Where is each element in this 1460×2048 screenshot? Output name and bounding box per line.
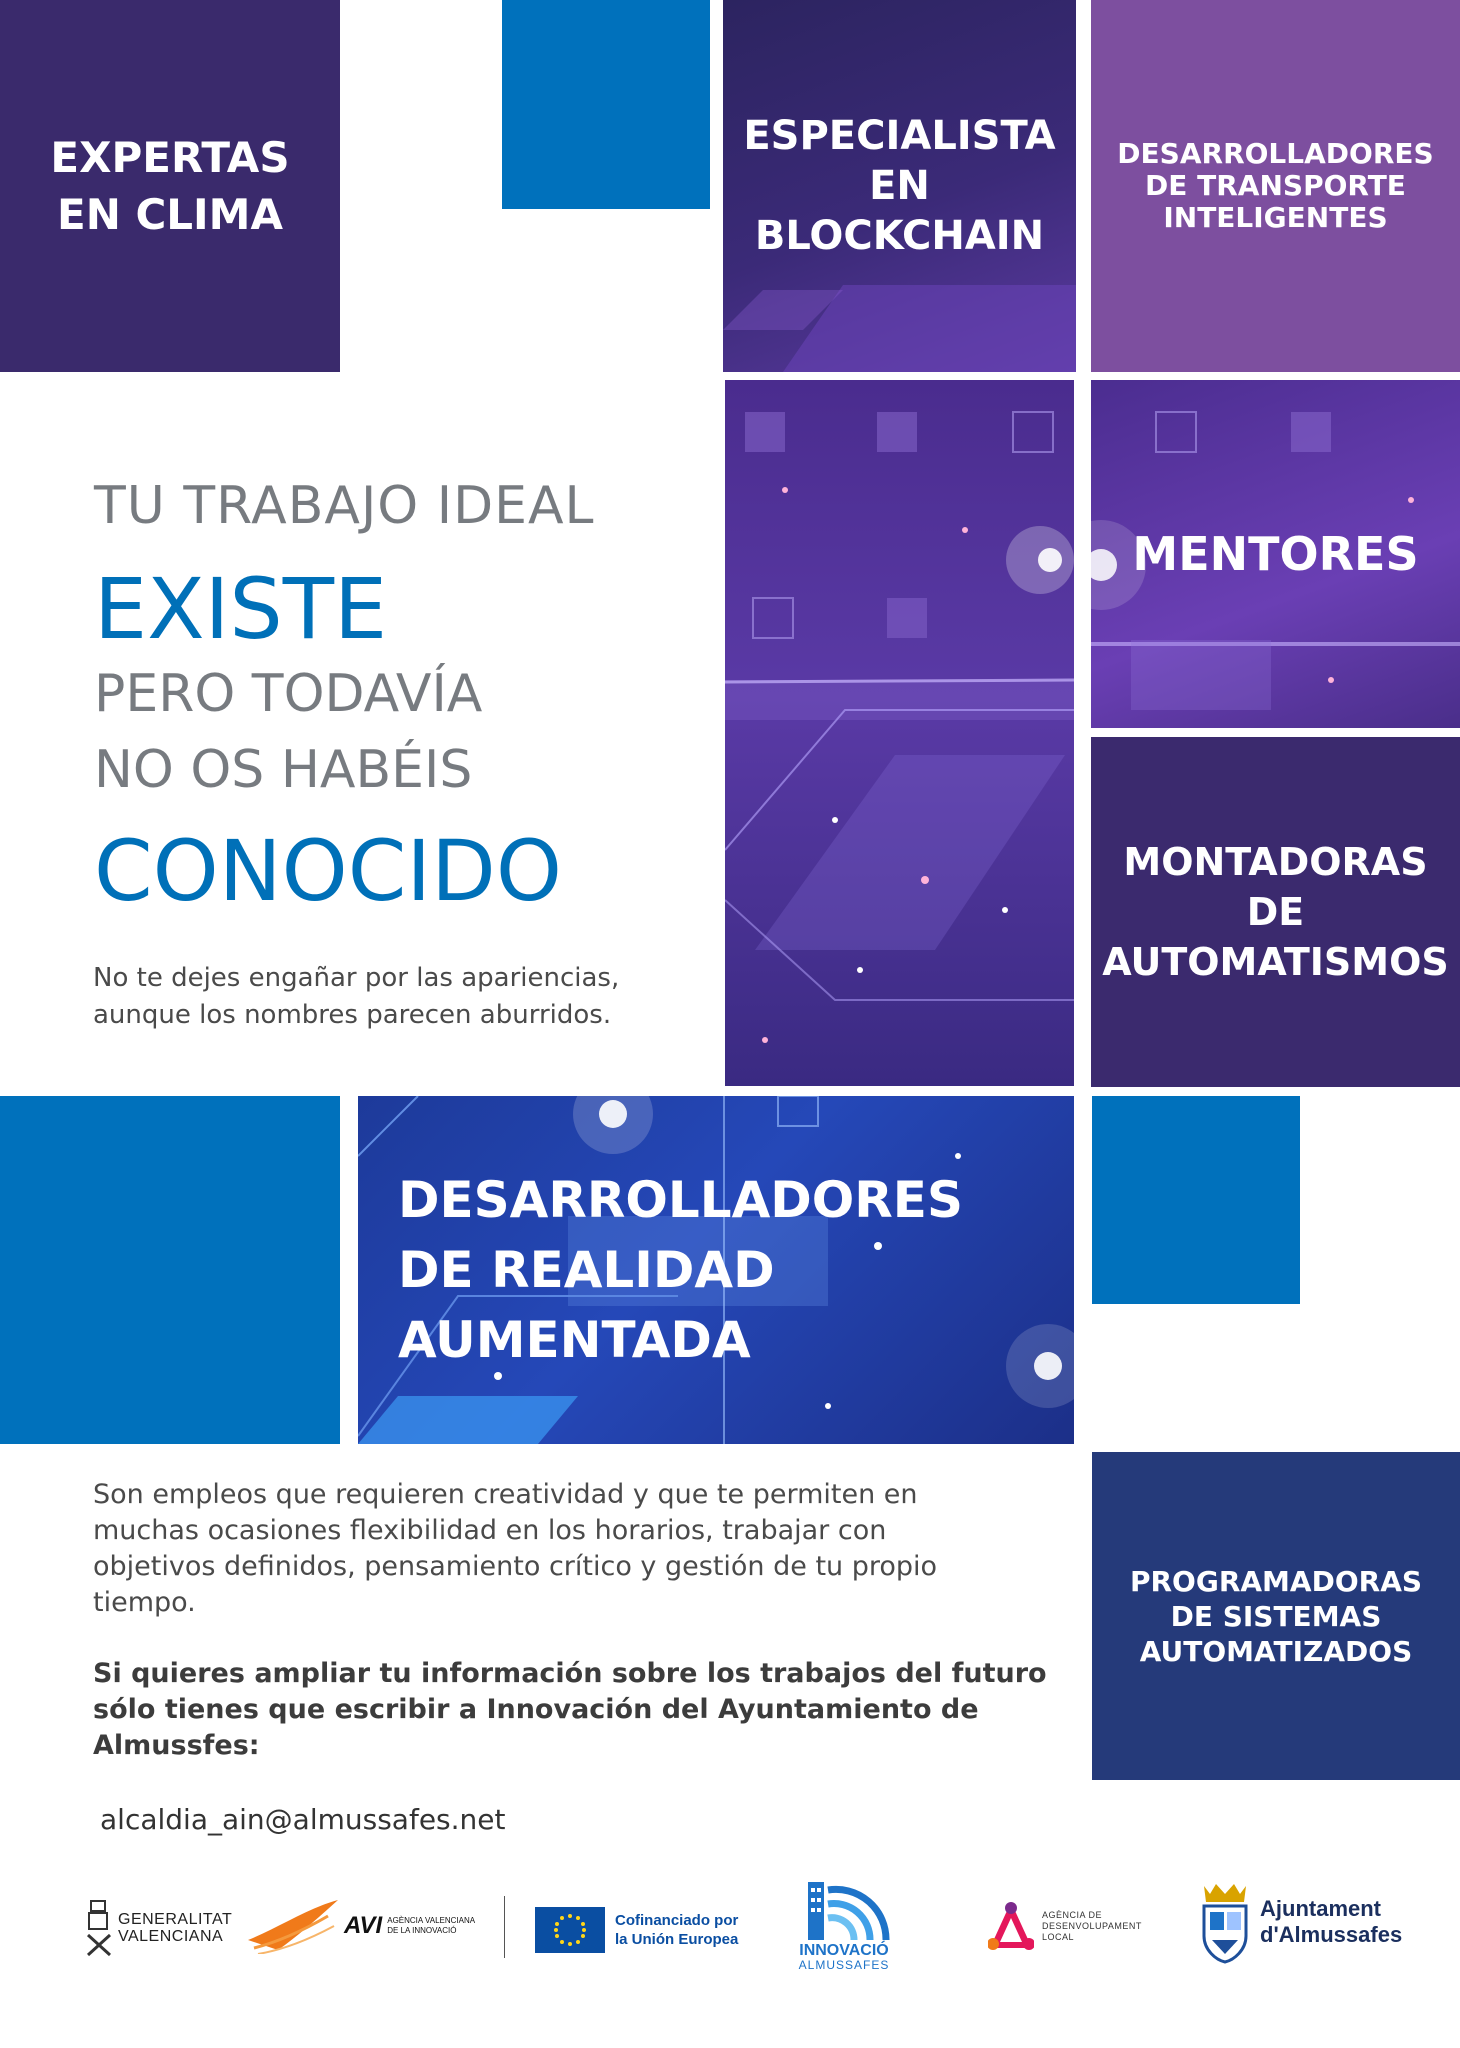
tile-mentores-label: MENTORES bbox=[1132, 527, 1419, 581]
tile-blockchain-label: ESPECIALISTA EN BLOCKCHAIN bbox=[743, 113, 1056, 259]
headline-line-3: PERO TODAVÍA bbox=[94, 664, 483, 724]
headline-conocido: CONOCIDO bbox=[94, 822, 562, 920]
logo-ajuntament bbox=[1200, 1880, 1402, 1964]
tech-circuit-graphic bbox=[725, 380, 1074, 1086]
tile-montadoras bbox=[1091, 737, 1460, 1087]
logo-divider bbox=[504, 1896, 505, 1958]
tech-panel-middle bbox=[725, 380, 1074, 1086]
tile-transporte-label: DESARROLLADORES DE TRANSPORTE INTELIGENTES bbox=[1117, 137, 1434, 234]
blue-square-top bbox=[502, 0, 710, 209]
blue-square-left bbox=[0, 1096, 340, 1444]
tile-programadoras bbox=[1092, 1452, 1460, 1780]
innovacio-label: INNOVACIÓ bbox=[799, 1942, 889, 1959]
avi-long-label: AGÈNCIA VALENCIANA DE LA INNOVACIÓ bbox=[387, 1916, 476, 1935]
eu-label: Cofinanciado por la Unión Europea bbox=[615, 1912, 739, 1948]
generalitat-emblem-icon bbox=[86, 1899, 112, 1957]
intro-text: No te dejes engañar por las apariencias, aunque los nombres parecen aburridos. bbox=[93, 963, 620, 1030]
email-link[interactable]: alcaldia_ain@almussafes.net bbox=[100, 1803, 506, 1836]
avi-short-label: AVI bbox=[344, 1912, 383, 1939]
blue-square-right bbox=[1092, 1096, 1300, 1304]
eu-flag-icon bbox=[535, 1907, 605, 1953]
tile-transporte bbox=[1091, 0, 1460, 372]
avi-swoosh-icon bbox=[248, 1898, 344, 1954]
logo-generalitat bbox=[86, 1898, 232, 1958]
tile-montadoras-label: MONTADORAS DE AUTOMATISMOS bbox=[1102, 840, 1449, 984]
tile-programadoras-label: PROGRAMADORAS DE SISTEMAS AUTOMATIZADOS bbox=[1129, 1564, 1423, 1668]
generalitat-label: GENERALITAT VALENCIANA bbox=[118, 1911, 233, 1945]
call-to-action-text: Si quieres ampliar tu información sobre los trabajos del futuro sólo tienes que escribir a Innovación del Ayuntamiento de Almussfes: bbox=[93, 1658, 1047, 1761]
description-text: Son empleos que requieren creatividad y que te permiten en muchas ocasiones flexibilidad en los horarios, trabajar con objetivos definidos, pensamiento crítico y gestión de tu propio tiempo. bbox=[93, 1479, 938, 1618]
tile-blockchain bbox=[723, 0, 1076, 372]
ajuntament-shield-icon bbox=[1200, 1880, 1250, 1964]
tile-realidad-label: DESARROLLADORES DE REALIDAD AUMENTADA bbox=[398, 1171, 963, 1369]
adl-triangle-icon bbox=[988, 1900, 1034, 1952]
logo-adl bbox=[988, 1898, 1142, 1954]
ajuntament-label: Ajuntament d'Almussafes bbox=[1260, 1896, 1403, 1947]
tile-expertas-clima bbox=[0, 0, 340, 372]
logo-avi bbox=[248, 1896, 475, 1956]
tile-expertas-clima-label: EXPERTAS EN CLIMA bbox=[50, 133, 290, 239]
tile-mentores bbox=[1091, 380, 1460, 728]
adl-label: AGÈNCIA DE DESENVOLUPAMENT LOCAL bbox=[1042, 1909, 1142, 1942]
tile-realidad-aumentada bbox=[358, 1096, 1074, 1444]
logo-innovacio bbox=[798, 1880, 890, 1974]
logo-eu bbox=[535, 1906, 738, 1954]
headline-line-4: NO OS HABÉIS bbox=[94, 740, 473, 800]
innovacio-signal-icon bbox=[798, 1880, 890, 1942]
headline-existe: EXISTE bbox=[94, 560, 388, 658]
headline-line-1: TU TRABAJO IDEAL bbox=[94, 476, 595, 536]
innovacio-sub-label: ALMUSSAFES bbox=[798, 1958, 890, 1972]
